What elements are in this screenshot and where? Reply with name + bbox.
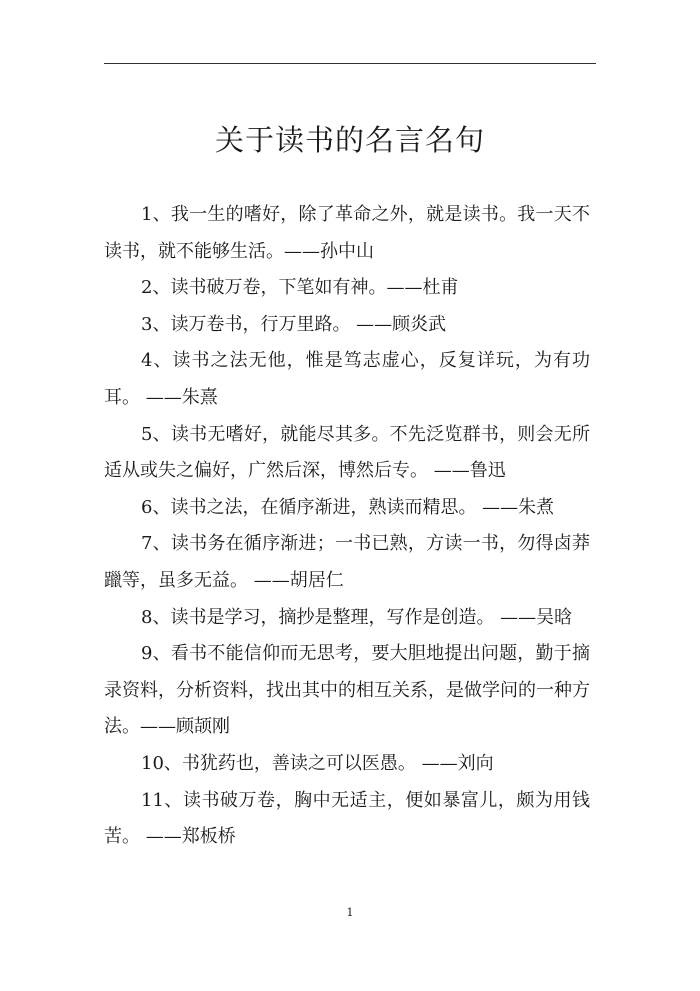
quote-2: 2、读书破万卷，下笔如有神。——杜甫 bbox=[141, 277, 459, 299]
quote-list bbox=[104, 197, 590, 856]
page-title: 关于读书的名言名句 bbox=[214, 123, 485, 157]
quote-1: 1、我一生的嗜好，除了革命之外，就是读书。我一天不读书，就不能够生活。——孙中山 bbox=[104, 204, 590, 262]
quote-5: 5、读书无嗜好，就能尽其多。不先泛览群书，则会无所适从或失之偏好，广然后深，博然后专。 ——鲁迅 bbox=[104, 423, 590, 482]
quote-8: 8、读书是学习，摘抄是整理，写作是创造。 ——吴晗 bbox=[141, 606, 573, 628]
header-rule bbox=[104, 63, 596, 64]
quote-3: 3、读万卷书，行万里路。 ——顾炎武 bbox=[141, 313, 447, 335]
quote-10: 10、书犹药也，善读之可以医愚。 ——刘向 bbox=[141, 752, 494, 774]
quote-11: 11、读书破万卷，胸中无适主，便如暴富儿，颇为用钱苦。 ——郑板桥 bbox=[104, 789, 590, 848]
quote-6: 6、读书之法，在循序渐进，熟读而精思。 ——朱煮 bbox=[141, 496, 555, 518]
quote-9: 9、看书不能信仰而无思考，要大胆地提出问题，勤于摘录资料，分析资料，找出其中的相互关系，是做学问的一种方法。——顾颉刚 bbox=[104, 643, 590, 738]
quote-4: 4、读书之法无他，惟是笃志虚心，反复详玩，为有功耳。 ——朱熹 bbox=[104, 350, 590, 408]
page-number: 1 bbox=[346, 906, 354, 919]
quote-7: 7、读书务在循序渐进；一书已熟，方读一书，勿得卤莽躐等，虽多无益。 ——胡居仁 bbox=[104, 533, 590, 591]
